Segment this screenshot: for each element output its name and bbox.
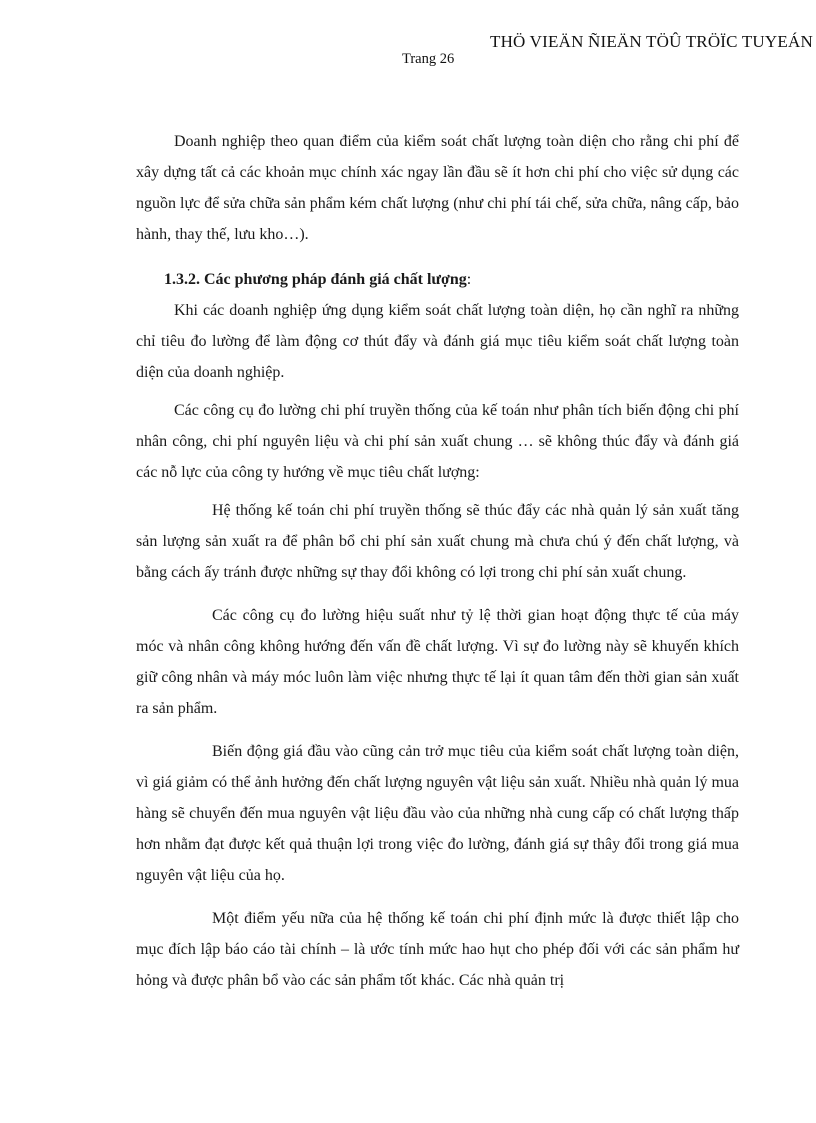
paragraph-quality-indicators: Khi các doanh nghiệp ứng dụng kiểm soát chất lượng toàn diện, họ cần nghĩ ra những chỉ tiêu đo lường để làm động cơ thút đẩy và đánh giá mục tiêu kiểm soát chất lượng toàn diện của doanh nghiệp. xyxy=(136,302,739,381)
paragraph-total-quality-cost: Doanh nghiệp theo quan điểm của kiểm soát chất lượng toàn diện cho rằng chi phí để xây dựng tất cả các khoản mục chính xác ngay lần đầu sẽ ít hơn chi phí cho việc sử dụng các nguồn lực để sửa chữa sản phẩm kém chất lượng (như chi phí tái chế, sửa chữa, nâng cấp, bảo hành, thay thế, lưu kho…). xyxy=(136,133,739,243)
paragraph-traditional-cost-tools: Các công cụ đo lường chi phí truyền thống của kế toán như phân tích biến động chi phí nhân công, chi phí nguyên liệu và chi phí sản xuất chung … sẽ không thúc đẩy và đánh giá các nỗ lực của công ty hướng về mục tiêu chất lượng: xyxy=(136,402,739,481)
section-heading-1-3-2 xyxy=(136,264,739,295)
section-heading-colon: : xyxy=(466,271,472,288)
paragraph-standard-cost-weakness: Một điểm yếu nữa của hệ thống kế toán chi phí định mức là được thiết lập cho mục đích lập báo cáo tài chính – là ước tính mức hao hụt cho phép đối với các sản phẩm hư hỏng và được phân bổ vào các sản phẩm tốt khác. Các nhà quản trị xyxy=(136,910,739,989)
paragraph-input-price-variance: Biến động giá đầu vào cũng cản trở mục tiêu của kiểm soát chất lượng toàn diện, vì giá giảm có thể ảnh hưởng đến chất lượng nguyên vật liệu sản xuất. Nhiều nhà quản lý mua hàng sẽ chuyển đến mua nguyên vật liệu đầu vào của những nhà cung cấp có chất lượng thấp hơn nhằm đạt được kết quả thuận lợi trong việc đo lường, đánh giá sự thây đổi trong giá mua nguyên vật liệu của họ. xyxy=(136,743,740,884)
paragraph-traditional-accounting-system: Hệ thống kế toán chi phí truyền thống sẽ thúc đẩy các nhà quản lý sản xuất tăng sản lượng sản xuất ra để phân bổ chi phí sản xuất chung mà chưa chú ý đến chất lượng, và bằng cách ấy tránh được những sự thay đổi không có lợi trong chi phí sản xuất chung. xyxy=(136,502,739,581)
page-number: Trang 26 xyxy=(402,51,455,67)
library-header-title: THÖ VIEÄN ÑIEÄN TÖÛ TRÖÏC TUYEÁN xyxy=(490,32,813,51)
document-body xyxy=(136,126,739,996)
paragraph-efficiency-measures: Các công cụ đo lường hiệu suất như tỷ lệ thời gian hoạt động thực tế của máy móc và nhân công không hướng đến vấn đề chất lượng. Vì sự đo lường này sẽ khuyến khích giữ công nhân và máy móc luôn làm việc nhưng thực tế lại ít quan tâm đến thời gian sản xuất ra sản phẩm. xyxy=(136,607,739,717)
section-heading-text: 1.3.2. Các phương pháp đánh giá chất lượng xyxy=(164,271,467,288)
